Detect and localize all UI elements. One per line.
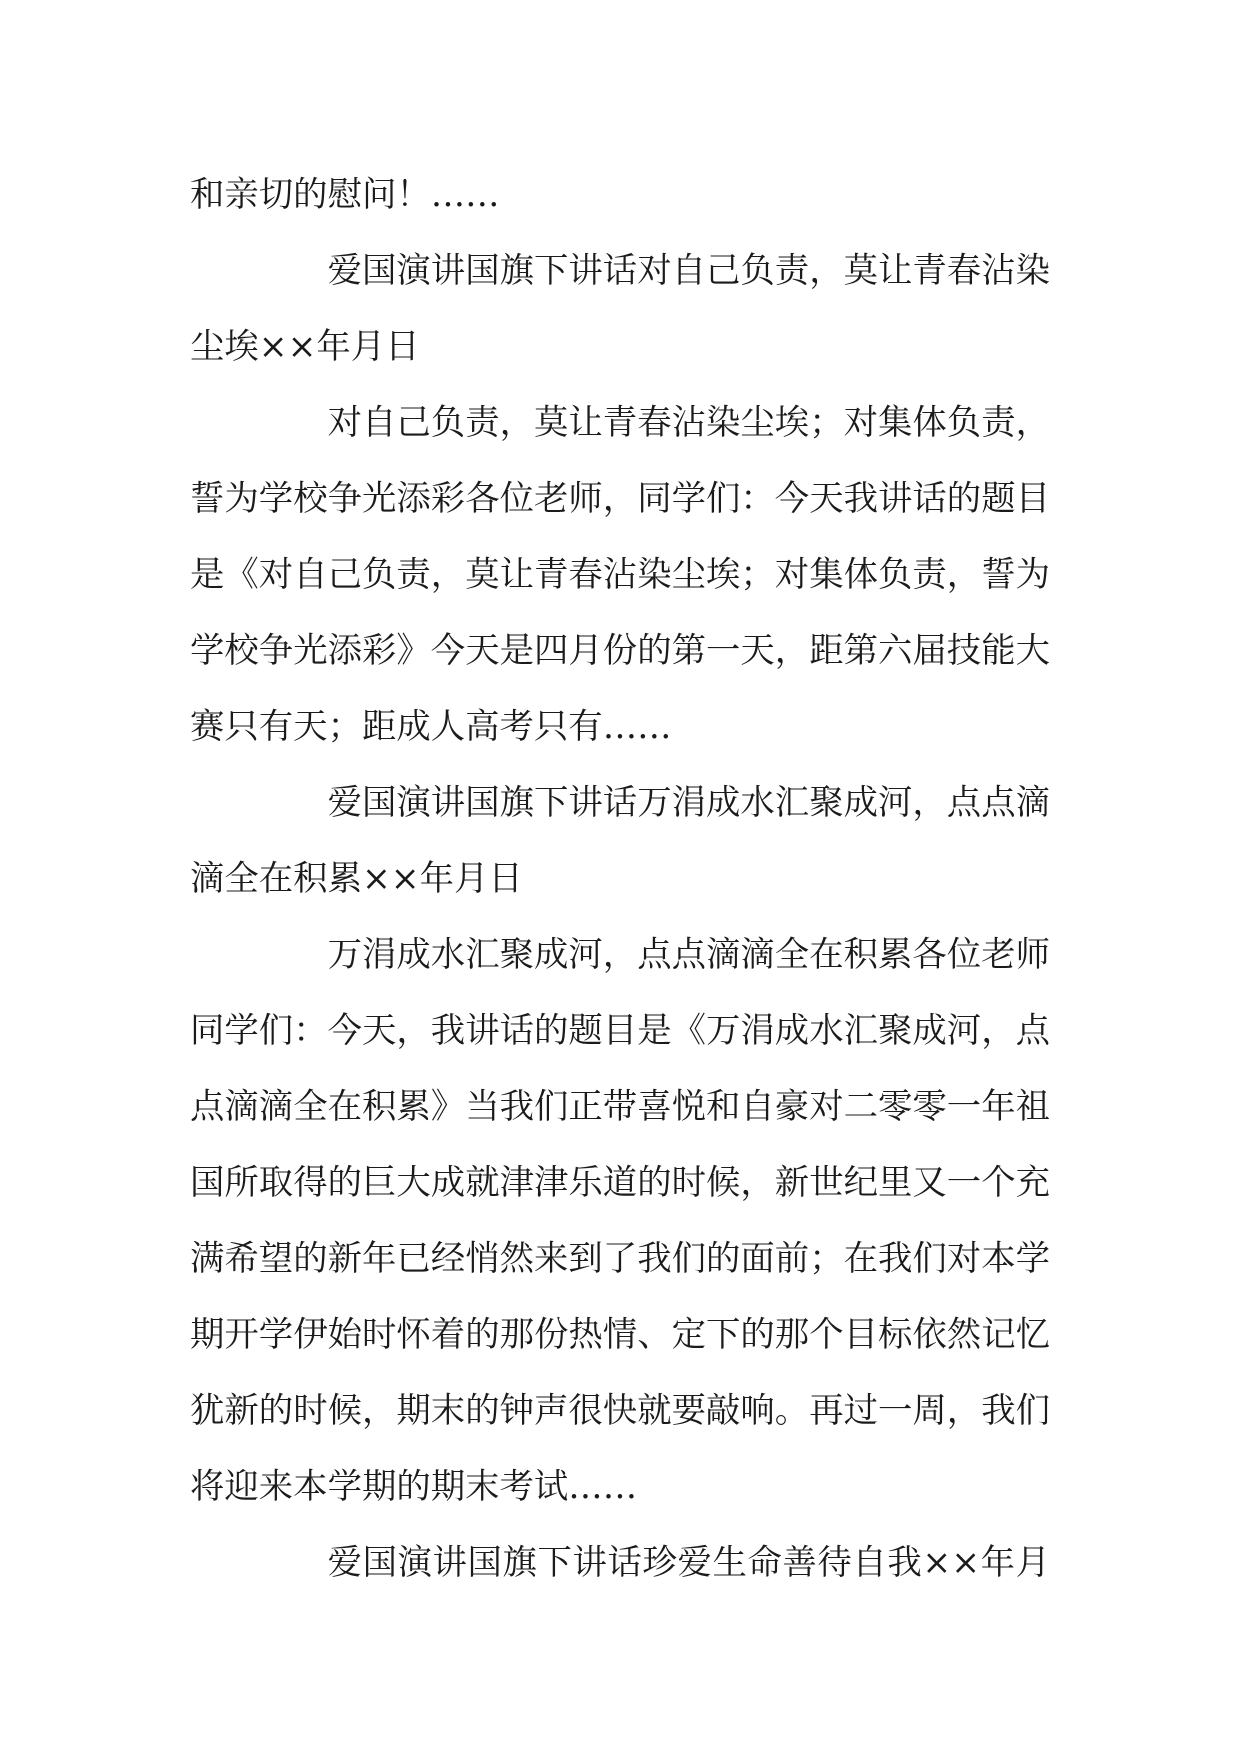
text-line: 学校争光添彩》今天是四月份的第一天，距第六届技能大 (190, 631, 1050, 671)
text-line: 将迎来本学期的期末考试…… (190, 1467, 638, 1507)
text-line: 犹新的时候，期末的钟声很快就要敲响。再过一周，我们 (190, 1391, 1050, 1431)
text-line: 爱国演讲国旗下讲话万涓成水汇聚成河，点点滴 (327, 783, 1050, 823)
text-line: 尘埃××年月日 (190, 327, 420, 367)
text-line: 誓为学校争光添彩各位老师，同学们：今天我讲话的题目 (190, 479, 1050, 519)
text-line: 爱国演讲国旗下讲话珍爱生命善待自我××年月 (327, 1543, 1050, 1583)
text-line: 万涓成水汇聚成河，点点滴滴全在积累各位老师 (327, 935, 1050, 975)
text-line: 是《对自己负责，莫让青春沾染尘埃；对集体负责，誓为 (190, 555, 1050, 595)
text-line: 点滴滴全在积累》当我们正带喜悦和自豪对二零零一年祖 (190, 1087, 1050, 1127)
text-line: 爱国演讲国旗下讲话对自己负责，莫让青春沾染 (327, 251, 1050, 291)
paragraph (190, 917, 1050, 1525)
paragraph-heading (190, 233, 1050, 385)
paragraph-heading (190, 1525, 1050, 1601)
text-line: 滴全在积累××年月日 (190, 859, 523, 899)
text-line: 对自己负责，莫让青春沾染尘埃；对集体负责， (327, 403, 1050, 443)
paragraph-heading (190, 765, 1050, 917)
text-line: 同学们：今天，我讲话的题目是《万涓成水汇聚成河，点 (190, 1011, 1050, 1051)
document-body (190, 157, 1050, 1601)
paragraph-continuation (190, 157, 1050, 233)
text-line: 期开学伊始时怀着的那份热情、定下的那个目标依然记忆 (190, 1315, 1050, 1355)
text-line: 国所取得的巨大成就津津乐道的时候，新世纪里又一个充 (190, 1163, 1050, 1203)
paragraph (190, 385, 1050, 765)
text-line: 赛只有天；距成人高考只有…… (190, 707, 672, 747)
text-line: 和亲切的慰问！…… (190, 175, 500, 215)
text-line: 满希望的新年已经悄然来到了我们的面前；在我们对本学 (190, 1239, 1050, 1279)
